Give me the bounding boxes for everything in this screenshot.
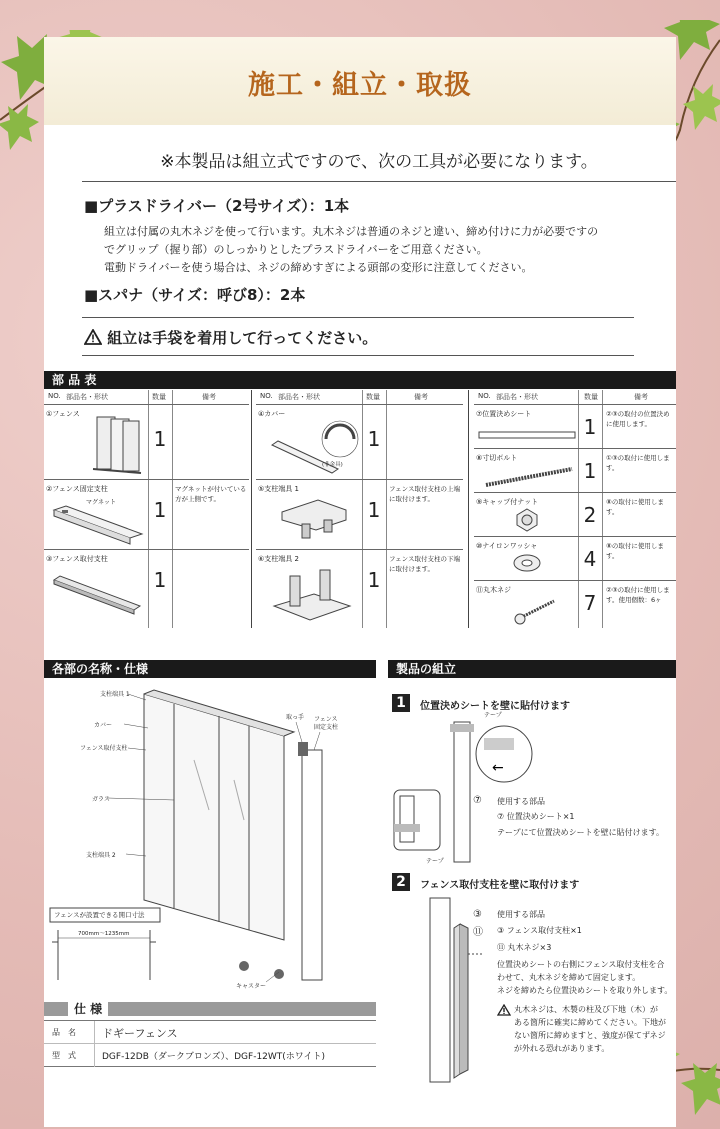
part-note: ⑧の取付に使用します。 xyxy=(606,498,664,516)
spec-row-value: DGF-12DB（ダークブロンズ）、DGF-12WT(ホワイト) xyxy=(102,1052,326,1062)
spec-row-value: ドギーフェンス xyxy=(102,1027,178,1040)
part-name: ③フェンス取付支柱 xyxy=(46,555,108,563)
step2-title: フェンス取付支柱を壁に取付けます xyxy=(420,880,580,891)
part-note: ⑧の取付に使用します。 xyxy=(606,542,664,560)
divider xyxy=(251,390,252,628)
step2-part-number: ③ xyxy=(473,909,482,920)
header-note: 備考 xyxy=(202,393,216,401)
header-no: NO. xyxy=(48,392,61,400)
glove-warning-text: 組立は手袋を着用して行ってください。 xyxy=(107,329,378,347)
wood-screw-illustration xyxy=(514,595,564,625)
tool1-heading: ■プラスドライバー（2号サイズ）：1本 xyxy=(84,197,350,215)
header-name: 部品名・形状 xyxy=(66,393,108,401)
spec-title: 仕 様 xyxy=(68,1000,108,1017)
header-qty: 数量 xyxy=(366,393,380,401)
top-end-cap-illustration xyxy=(276,496,356,546)
parts-column-3 xyxy=(474,390,676,630)
tool2-heading: ■スパナ（サイズ：呼び8）：2本 xyxy=(84,286,306,304)
assembly-section-band: 製品の組立 xyxy=(388,660,676,678)
step2-number: 2 xyxy=(392,873,410,891)
specs-section-band: 各部の名称・仕様 xyxy=(44,660,376,678)
step1-part: ⑦ 位置決めシート×1 xyxy=(497,812,575,821)
fence-illustration xyxy=(89,413,144,475)
parts-table xyxy=(44,390,676,628)
divider xyxy=(468,390,469,628)
part-qty: 1 xyxy=(153,568,167,592)
spec-table xyxy=(44,1020,376,1067)
label-opening-range: 700mm〜1235mm xyxy=(78,931,130,937)
part-qty: 2 xyxy=(583,503,597,527)
parts-column-2 xyxy=(256,390,463,630)
step1-part-number: ⑦ xyxy=(473,795,482,806)
part-note: ①③の取付に使用します。 xyxy=(606,454,670,472)
part-row xyxy=(256,405,463,480)
part-qty: 1 xyxy=(367,568,381,592)
part-note: ②③の取付の位置決めに使用します。 xyxy=(606,410,670,428)
washer-illustration xyxy=(512,553,542,573)
positioning-sheet-illustration xyxy=(478,431,576,439)
step2-warning-line: ない箇所に締めますと、強度が保てずネジ xyxy=(514,1031,666,1040)
label-top-end: 支柱端具 1 xyxy=(100,691,130,698)
cap-nut-illustration xyxy=(514,507,540,533)
part-qty: 1 xyxy=(367,498,381,522)
part-qty: 1 xyxy=(583,415,597,439)
part-name: ⑤支柱端具 1 xyxy=(258,485,299,493)
label-fixed-post: フェンス 固定支柱 xyxy=(314,716,339,731)
label-mount-post: フェンス取付支柱 xyxy=(80,745,128,752)
step2-illustration xyxy=(410,894,490,1086)
glove-warning xyxy=(84,327,377,348)
part-note: ②③の取付に使用します。使用個数：6ヶ xyxy=(606,586,670,604)
cover-sub-label: (非金具) xyxy=(322,462,343,468)
step2-description xyxy=(497,958,677,997)
tool1-line: 電動ドライバーを使う場合は、ネジの締めすぎによる頭部の変形に注意してください。 xyxy=(104,261,533,274)
parts-table-band: 部 品 表 xyxy=(44,371,676,389)
header-no: NO. xyxy=(260,392,273,400)
cover-illustration xyxy=(266,417,360,477)
bottom-end-cap-illustration xyxy=(270,566,356,624)
spec-row-label: 型 式 xyxy=(52,1051,76,1060)
header-note: 備考 xyxy=(414,393,428,401)
header-note: 備考 xyxy=(634,393,648,401)
part-note: フェンス取付支柱の上端に取付けます。 xyxy=(389,485,460,503)
part-name: ⑪丸木ネジ xyxy=(476,586,511,594)
part-row xyxy=(474,493,676,537)
mount-post-illustration xyxy=(50,572,146,616)
step2-use-label: 使用する部品 xyxy=(497,910,545,919)
step2-description-line: 位置決めシートの右側にフェンス取付支柱を合 xyxy=(497,960,665,969)
tool1-description xyxy=(104,223,674,277)
part-qty: 7 xyxy=(583,591,597,615)
label-cover: カバー xyxy=(94,722,113,729)
part-name: ②フェンス固定支柱 xyxy=(46,485,108,493)
part-name: ⑨キャップ付ナット xyxy=(476,498,539,506)
spec-row-label: 品 名 xyxy=(52,1028,76,1037)
step2-warning-line: 丸木ネジは、木製の柱及び下地（木）が xyxy=(514,1005,658,1014)
step1-number: 1 xyxy=(392,694,410,712)
part-qty: 1 xyxy=(153,427,167,451)
part-row xyxy=(44,405,249,480)
step1-tape-label-top: テープ xyxy=(484,712,502,719)
part-name: ⑧寸切ボルト xyxy=(476,454,518,462)
step2-warning-line: ある箇所に確実に締めてください。下地が xyxy=(514,1018,666,1027)
svg-text:←: ← xyxy=(492,760,504,776)
part-name: ⑩ナイロンワッシャ xyxy=(476,542,538,550)
part-qty: 1 xyxy=(367,427,381,451)
step2-description-line: わせて、丸木ネジを締めて固定します。 xyxy=(497,973,641,982)
label-glass: ガラス xyxy=(92,796,110,803)
part-qty: 1 xyxy=(153,498,167,522)
step1-tape-label-bottom: テープ xyxy=(426,858,444,865)
step2-warning xyxy=(514,1003,678,1055)
step1-description: テープにて位置決めシートを壁に貼付けます。 xyxy=(497,828,664,837)
step2-part: ⑪ 丸木ネジ×3 xyxy=(497,943,552,952)
part-qty: 4 xyxy=(583,547,597,571)
part-row xyxy=(474,405,676,449)
label-caster: キャスター xyxy=(236,983,267,990)
divider xyxy=(94,1021,95,1067)
header-qty: 数量 xyxy=(584,393,598,401)
fixed-post-illustration xyxy=(50,502,146,546)
part-row xyxy=(474,449,676,493)
label-handle: 取っ手 xyxy=(286,714,305,721)
label-bottom-end: 支柱端具 2 xyxy=(86,852,116,859)
warning-icon xyxy=(497,1004,511,1016)
part-row xyxy=(256,480,463,550)
step2-part: ③ フェンス取付支柱×1 xyxy=(497,926,582,935)
label-opening-size: フェンスが設置できる開口寸法 xyxy=(54,911,145,919)
header-no: NO. xyxy=(478,392,491,400)
magnet-label: マグネット xyxy=(86,499,116,506)
part-note: フェンス取付支柱の下端に取付けます。 xyxy=(389,555,460,573)
parts-column-1 xyxy=(44,390,249,630)
step1-zoom-circle xyxy=(474,724,534,784)
step1-title: 位置決めシートを壁に貼付けます xyxy=(420,701,570,712)
part-name: ④カバー xyxy=(258,410,286,418)
part-name: ①フェンス xyxy=(46,410,80,418)
step2-description-line: ネジを締めたら位置決めシートを取り外します。 xyxy=(497,986,673,995)
threaded-bolt-illustration xyxy=(484,465,576,489)
part-row xyxy=(256,550,463,628)
tool1-line: 組立は付属の丸木ネジを使って行います。丸木ネジは普通のネジと違い、締め付けに力が必要ですの xyxy=(104,225,599,238)
part-row xyxy=(44,550,249,628)
warning-icon xyxy=(84,329,102,345)
part-row xyxy=(44,480,249,550)
tool1-line: でグリップ（握り部）のしっかりとしたプラスドライバーをご用意ください。 xyxy=(104,243,488,256)
divider xyxy=(82,355,634,356)
divider xyxy=(82,317,634,318)
part-name: ⑥支柱端具 2 xyxy=(258,555,299,563)
part-row xyxy=(474,581,676,628)
step1-illustration xyxy=(392,716,482,866)
part-qty: 1 xyxy=(583,459,597,483)
header-qty: 数量 xyxy=(152,393,166,401)
step1-use-label: 使用する部品 xyxy=(497,797,545,806)
step2-warning-line: が外れる恐れがあります。 xyxy=(514,1044,610,1053)
part-name: ⑦位置決めシート xyxy=(476,410,532,418)
tools-notice: ※本製品は組立式ですので、次の工具が必要になります。 xyxy=(160,152,598,172)
divider xyxy=(82,181,676,182)
header-name: 部品名・形状 xyxy=(278,393,320,401)
part-note: マグネットが付いている方が上側です。 xyxy=(175,485,247,503)
header-name: 部品名・形状 xyxy=(496,393,538,401)
step2-part-number: ⑪ xyxy=(473,927,483,938)
page-title: 施工・組立・取扱 xyxy=(248,70,472,101)
part-row xyxy=(474,537,676,581)
